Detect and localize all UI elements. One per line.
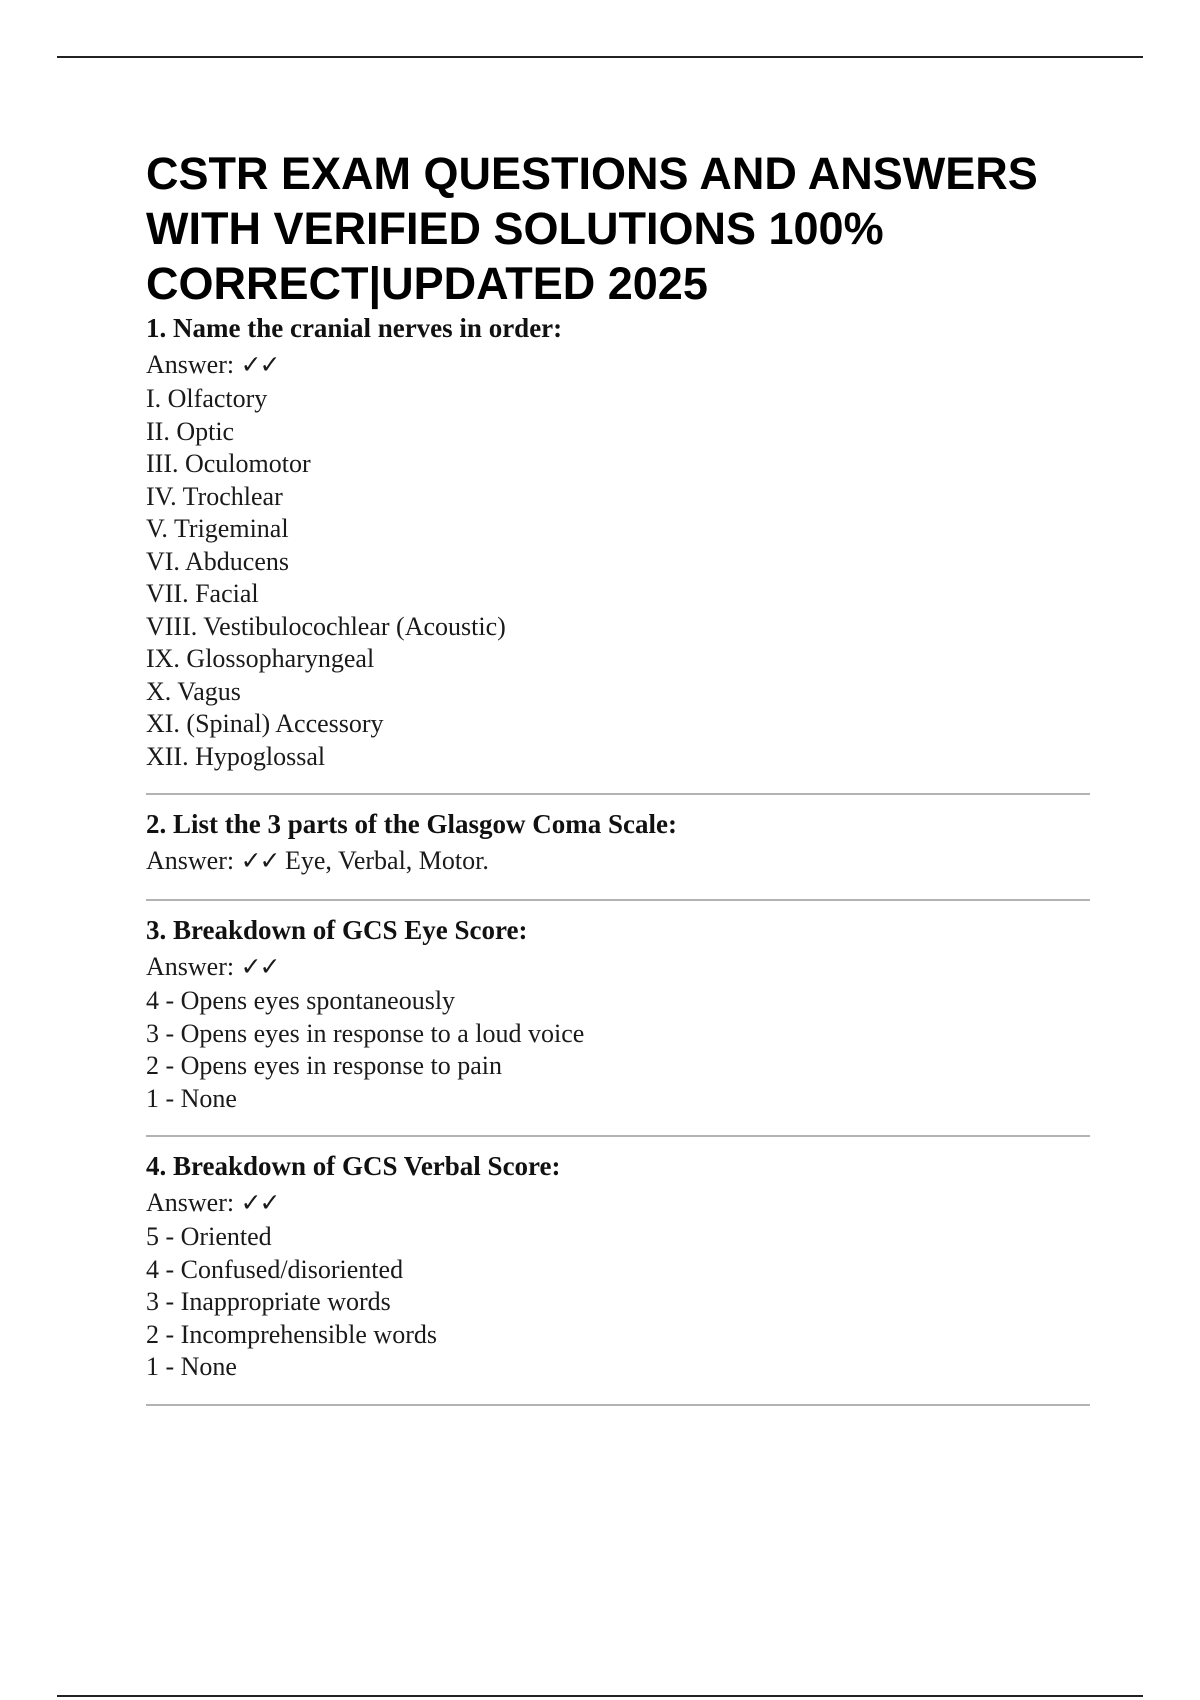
- question-block: [146, 1149, 1090, 1406]
- answer-item: VI. Abducens: [146, 546, 289, 576]
- answer-item: 3 - Opens eyes in response to a loud voice: [146, 1018, 585, 1048]
- document-title: CSTR EXAM QUESTIONS AND ANSWERS WITH VERIFIED SOLUTIONS 100% CORRECT|UPDATED 2025: [146, 148, 1038, 309]
- answer-label: Answer:: [146, 846, 235, 875]
- answer-item: IV. Trochlear: [146, 481, 283, 511]
- footer-rule: [57, 1695, 1143, 1697]
- header-rule: [57, 56, 1143, 58]
- question-list: [146, 311, 1090, 1406]
- answer-item: 1 - None: [146, 1352, 237, 1381]
- double-check-icon: ✓✓: [240, 952, 279, 981]
- answer-line: [146, 347, 1090, 383]
- answer-line: [146, 843, 1090, 879]
- answer-item: I. Olfactory: [146, 384, 268, 413]
- answer-item: X. Vagus: [146, 676, 241, 706]
- answer-label: Answer:: [146, 350, 235, 379]
- question-title: 2. List the 3 parts of the Glasgow Coma Scale:: [146, 809, 677, 839]
- answer-item: II. Optic: [146, 416, 235, 446]
- question-block: [146, 913, 1090, 1137]
- answer-item: III. Oculomotor: [146, 449, 311, 478]
- answer-item: 2 - Incomprehensible words: [146, 1319, 437, 1349]
- question-block: [146, 311, 1090, 795]
- answer-label: Answer:: [146, 952, 235, 981]
- answer-item: 4 - Confused/disoriented: [146, 1254, 404, 1284]
- answer-item: VIII. Vestibulocochlear (Acoustic): [146, 611, 506, 641]
- question-title: 1. Name the cranial nerves in order:: [146, 313, 563, 343]
- answer-item: V. Trigeminal: [146, 514, 289, 543]
- answer-item: 2 - Opens eyes in response to pain: [146, 1051, 502, 1080]
- answer-label: Answer:: [146, 1188, 235, 1217]
- answer-item: 1 - None: [146, 1083, 237, 1113]
- double-check-icon: ✓✓: [240, 846, 279, 875]
- answer-item: 3 - Inappropriate words: [146, 1287, 391, 1316]
- document-body: [146, 146, 1090, 1418]
- question-title: 4. Breakdown of GCS Verbal Score:: [146, 1151, 561, 1181]
- answer-text: Eye, Verbal, Motor.: [285, 846, 489, 875]
- question-title: 3. Breakdown of GCS Eye Score:: [146, 915, 528, 945]
- answer-line: [146, 1185, 1090, 1221]
- answer-item: 5 - Oriented: [146, 1222, 272, 1251]
- answer-item: VII. Facial: [146, 579, 259, 608]
- answer-item: IX. Glossopharyngeal: [146, 644, 375, 673]
- double-check-icon: ✓✓: [240, 350, 279, 379]
- answer-line: [146, 949, 1090, 985]
- double-check-icon: ✓✓: [240, 1188, 279, 1217]
- question-block: [146, 807, 1090, 901]
- answer-item: XII. Hypoglossal: [146, 741, 326, 771]
- answer-item: XI. (Spinal) Accessory: [146, 709, 384, 738]
- answer-item: 4 - Opens eyes spontaneously: [146, 986, 456, 1015]
